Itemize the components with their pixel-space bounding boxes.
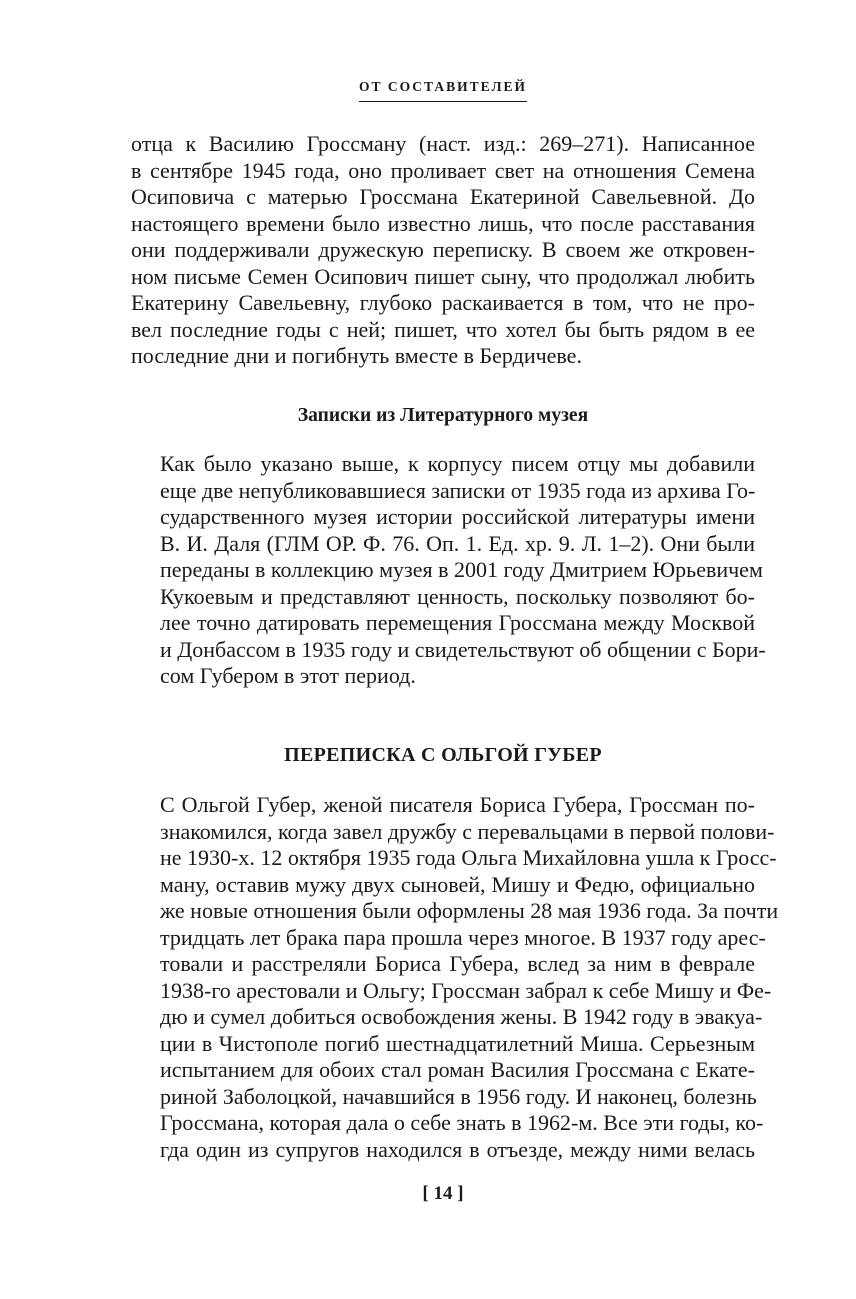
book-page xyxy=(131,0,779,1299)
text-line: настоящего времени было известно лишь, что после расставания xyxy=(131,210,755,236)
paragraph xyxy=(131,792,779,1163)
text-line: тридцать лет брака пара прошла через многое. В 1937 году арес- xyxy=(160,924,766,950)
text-line: В. И. Даля (ГЛМ ОР. Ф. 76. Оп. 1. Ед. хр. 9. Л. 1–2). Они были xyxy=(160,530,755,556)
paragraph xyxy=(131,131,755,370)
section-1-paragraph xyxy=(131,131,755,370)
text-line: сом Губером в этот период. xyxy=(160,663,416,688)
text-line: дю и сумел добиться освобождения жены. В 1942 году в эвакуа- xyxy=(160,1004,763,1029)
text-line: товали и расстреляли Бориса Губера, вслед за ним в феврале xyxy=(160,951,755,976)
text-line: ману, оставив мужу двух сыновей, Мишу и Федю, официально xyxy=(160,871,755,897)
paragraph xyxy=(131,451,766,690)
text-line: лее точно датировать перемещения Гроссмана между Москвой xyxy=(160,610,755,635)
chapter-heading-olga-guber: ПЕРЕПИСКА С ОЛЬГОЙ ГУБЕР xyxy=(284,744,602,766)
text-line: Кукоевым и представляют ценность, поскольку позволяют бо- xyxy=(160,583,755,609)
text-line: С Ольгой Губер, женой писателя Бориса Губера, Гроссман по- xyxy=(160,792,755,817)
text-line: ции в Чистополе погиб шестнадцатилетний Миша. Серьезным xyxy=(160,1030,755,1056)
text-line: не 1930-х. 12 октября 1935 года Ольга Михайловна ушла к Гросс- xyxy=(160,845,777,870)
text-line: гда один из супругов находился в отъезде, между ними велась xyxy=(160,1136,755,1162)
text-line: Гроссмана, которая дала о себе знать в 1962-м. Все эти годы, ко- xyxy=(160,1110,764,1135)
text-line: знакомился, когда завел дружбу с перевальцами в первой полови- xyxy=(160,818,775,844)
text-line: риной Заболоцкой, начавшийся в 1956 году. И наконец, болезнь xyxy=(160,1083,757,1109)
text-line: они поддерживали дружескую переписку. В своем же откровен- xyxy=(131,237,755,262)
section-3-paragraph xyxy=(131,792,779,1163)
text-line: испытанием для обоих стал роман Василия Гроссмана с Екате- xyxy=(160,1057,755,1082)
text-line: переданы в коллекцию музея в 2001 году Дмитрием Юрьевичем xyxy=(160,557,763,582)
text-line: Екатерину Савельевну, глубоко раскаивается в том, что не про- xyxy=(131,290,755,315)
text-line: сударственного музея истории российской литературы имени xyxy=(160,504,755,529)
text-line: Осиповича с матерью Гроссмана Екатериной Савельевной. До xyxy=(131,184,755,209)
text-line: ном письме Семен Осипович пишет сыну, что продолжал любить xyxy=(131,263,755,289)
text-line: Как было указано выше, к корпусу писем отцу мы добавили xyxy=(160,451,755,476)
section-heading-museum-notes: Записки из Литературного музея xyxy=(297,405,589,426)
running-head: ОТ СОСТАВИТЕЛЕЙ xyxy=(131,79,755,102)
text-line: отца к Василию Гроссману (наст. изд.: 269–271). Написанное xyxy=(131,131,755,156)
text-line: еще две непубликовавшиеся записки от 1935 года из архива Го- xyxy=(160,477,756,503)
page-number: [ 14 ] xyxy=(422,1183,464,1204)
text-line: в сентябре 1945 года, оно проливает свет на отношения Семена xyxy=(131,157,755,183)
text-line: же новые отношения были оформлены 28 мая 1936 года. За почти xyxy=(160,898,779,923)
text-line: вел последние годы с ней; пишет, что хотел бы быть рядом в ее xyxy=(131,316,755,342)
section-2-paragraph xyxy=(131,451,766,690)
text-line: 1938-го арестовали и Ольгу; Гроссман забрал к себе Мишу и Фе- xyxy=(160,977,772,1003)
text-line: и Донбассом в 1935 году и свидетельствуют об общении с Бори- xyxy=(160,636,766,662)
text-line: последние дни и погибнуть вместе в Бердичеве. xyxy=(131,343,582,368)
